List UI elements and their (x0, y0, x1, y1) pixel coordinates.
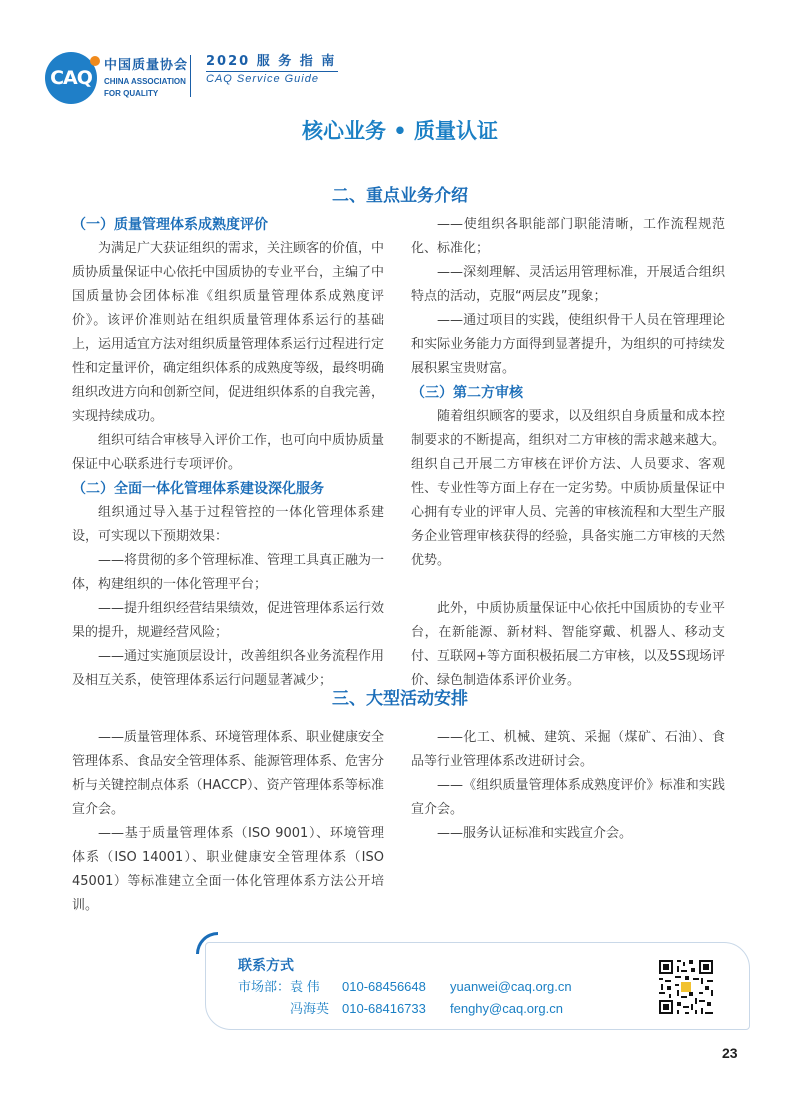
caq-logo-icon: CAQ (45, 52, 97, 104)
contact-email[interactable]: fenghy@caq.org.cn (450, 1001, 563, 1016)
contact-title: 联系方式 (238, 958, 294, 974)
guide-title-cn: 2020 服 务 指 南 (206, 54, 337, 69)
page-number: 23 (722, 1045, 738, 1061)
subsection-heading: （一）质量管理体系成熟度评价 (72, 217, 268, 233)
paragraph: ——《组织质量管理体系成熟度评价》标准和实践宣介会。 (411, 778, 725, 817)
org-name (104, 54, 188, 100)
paragraph: ——通过项目的实践，使组织骨干人员在管理理论和实际业务能力方面得到显著提升，为组织的可持续发展积累宝贵财富。 (411, 313, 725, 376)
contact-email[interactable]: yuanwei@caq.org.cn (450, 979, 572, 994)
contact-phone: 010-68456648 (342, 979, 426, 994)
contact-phone: 010-68416733 (342, 1001, 426, 1016)
qr-code-icon (657, 958, 715, 1016)
section2-left-column (72, 213, 384, 693)
swoosh-decoration-icon (196, 932, 218, 954)
section3-right-column (411, 726, 725, 846)
org-name-en-2: FOR QUALITY (104, 89, 159, 98)
section-title-events: 三、大型活动安排 (332, 689, 468, 709)
guide-title-en: CAQ Service Guide (206, 71, 338, 85)
page-header (0, 0, 800, 110)
section3-left-column (72, 726, 384, 918)
paragraph: ——通过实施顶层设计，改善组织各业务流程作用及相互关系，使管理体系运行问题显著减少； (72, 649, 385, 688)
paragraph: 此外，中质协质量保证中心依托中国质协的专业平台，在新能源、新材料、智能穿戴、机器人、移动支付、互联网+等方面积极拓展二方审核，以及5S现场评价、绿色制造体系评价业务。 (411, 601, 725, 688)
paragraph: 组织通过导入基于过程管控的一体化管理体系建设，可实现以下预期效果： (72, 505, 384, 544)
section-title-key-business: 二、重点业务介绍 (332, 186, 468, 206)
paragraph: ——基于质量管理体系（ISO 9001）、环境管理体系（ISO 14001）、职业健康安全管理体系（ISO 45001）等标准建立全面一体化管理体系方法公开培训。 (72, 826, 384, 913)
paragraph: 随着组织顾客的要求，以及组织自身质量和成本控制要求的不断提高，组织对二方审核的需求越来越大。组织自己开展二方审核在评价方法、人员要求、客观性、专业性等方面上存在一定劣势。中质协质量保证中心拥有专业的评审人员、完善的审核流程和大型生产服务企业管理审核获得的经验，具备实施二方审核的天然优势。 (411, 409, 725, 568)
paragraph: ——服务认证标准和实践宣介会。 (437, 826, 633, 841)
page-title: 核心业务 • 质量认证 (301, 119, 499, 143)
paragraph: ——将贯彻的多个管理标准、管理工具真正融为一体，构建组织的一体化管理平台； (72, 553, 385, 592)
paragraph: ——深刻理解、灵活运用管理标准，开展适合组织特点的活动，克服“两层皮”现象； (411, 265, 725, 304)
contact-row-1 (238, 976, 572, 995)
subsection-heading: （二）全面一体化管理体系建设深化服务 (72, 481, 324, 497)
paragraph: 为满足广大获证组织的需求，关注顾客的价值，中质协质量保证中心依托中国质协的专业平台，主编了中国质量协会团体标准《组织质量管理体系成熟度评价》。该评价准则站在组织质量管理体系运行的基础上，运用适宜方法对组织质量管理体系运行过程进行定性和定量评价，确定组织体系的成熟度等级，最终明确组织改进方向和创新空间，促进组织体系的自我完善，实现持续成功。 (72, 241, 385, 424)
contact-name: 冯海英 (290, 1001, 330, 1016)
org-name-cn: 中国质量协会 (104, 58, 189, 73)
contact-row-2 (290, 998, 563, 1017)
org-name-en-1: CHINA ASSOCIATION (104, 77, 186, 86)
paragraph: 组织可结合审核导入评价工作，也可向中质协质量保证中心联系进行专项评价。 (72, 433, 385, 472)
paragraph-gap (411, 573, 725, 597)
paragraph: ——使组织各职能部门职能清晰，工作流程规范化、标准化； (411, 217, 725, 256)
paragraph: ——化工、机械、建筑、采掘（煤矿、石油）、食品等行业管理体系改进研讨会。 (411, 730, 725, 769)
contact-name: 袁 伟 (290, 979, 320, 994)
paragraph: ——质量管理体系、环境管理体系、职业健康安全管理体系、食品安全管理体系、能源管理体系、危害分析与关键控制点体系（HACCP）、资产管理体系等标准宣介会。 (72, 730, 385, 817)
header-divider (190, 55, 191, 97)
service-guide-label (206, 50, 338, 85)
subsection-heading: （三）第二方审核 (411, 385, 523, 401)
contact-dept: 市场部： (238, 979, 291, 994)
section2-right-column (411, 213, 725, 693)
paragraph: ——提升组织经营结果绩效，促进管理体系运行效果的提升，规避经营风险； (72, 601, 385, 640)
